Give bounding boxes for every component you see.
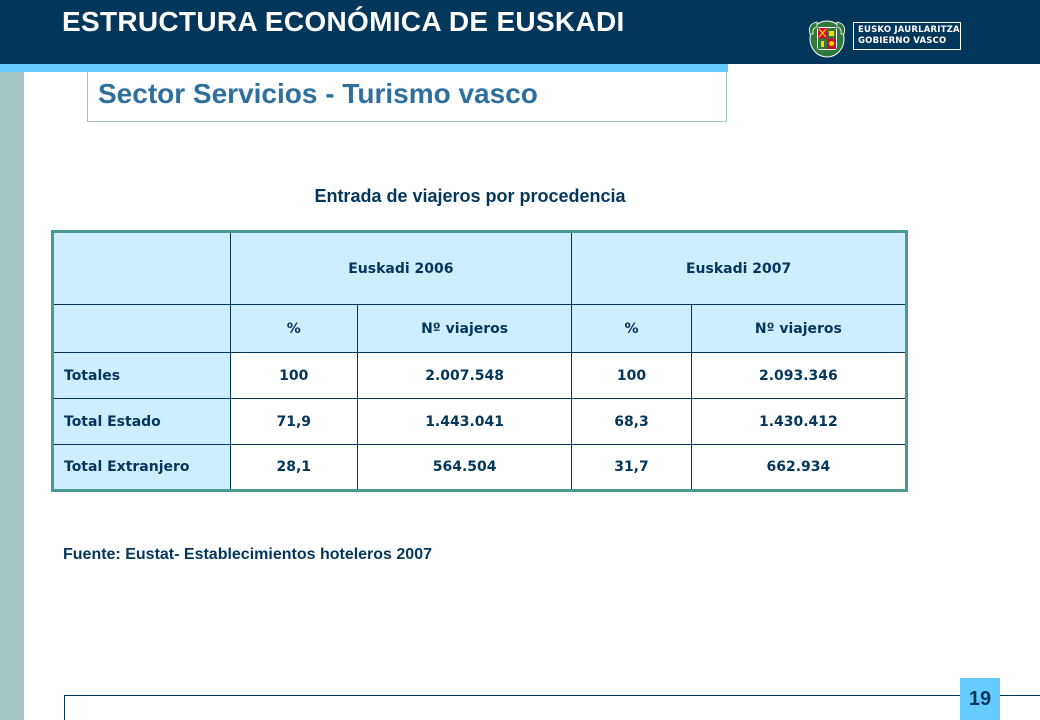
- gobierno-vasco-logo: [803, 18, 961, 56]
- table-header-row-sub: [53, 305, 907, 353]
- table-cell: 1.430.412: [691, 399, 906, 445]
- table-cell: 662.934: [691, 445, 906, 491]
- slide-title: ESTRUCTURA ECONÓMICA DE EUSKADI: [62, 6, 625, 37]
- footer-line: [64, 695, 1040, 696]
- table-cell: 2.007.548: [357, 353, 571, 399]
- slide-subtitle: Sector Servicios - Turismo vasco: [98, 78, 538, 109]
- table-row: [53, 399, 907, 445]
- table-header-2006: Euskadi 2006: [230, 232, 572, 305]
- table-header-2007: Euskadi 2007: [572, 232, 907, 305]
- row-label: Totales: [53, 353, 231, 399]
- table-subheader-pct-2006: %: [230, 305, 357, 353]
- logo-text-line2: GOBIERNO VASCO: [858, 36, 947, 46]
- table-cell: 68,3: [572, 399, 692, 445]
- side-bar: [0, 0, 24, 720]
- table-header-corner: [53, 232, 231, 305]
- table-cell: 28,1: [230, 445, 357, 491]
- table-cell: 2.093.346: [691, 353, 906, 399]
- source-note: Fuente: Eustat- Establecimientos hoteleros 2007: [63, 546, 432, 563]
- coat-of-arms-icon: [803, 18, 851, 58]
- logo-text-box: [853, 22, 961, 50]
- table-header-row-years: [53, 232, 907, 305]
- table-subheader-count-2006: Nº viajeros: [357, 305, 571, 353]
- table-subheader-pct-2007: %: [572, 305, 692, 353]
- table-subheader-corner: [53, 305, 231, 353]
- row-label: Total Estado: [53, 399, 231, 445]
- row-label: Total Extranjero: [53, 445, 231, 491]
- table-cell: 100: [230, 353, 357, 399]
- footer-tick: [64, 695, 65, 720]
- travellers-table: [51, 230, 908, 492]
- subtitle-box: [87, 72, 727, 122]
- table-subheader-count-2007: Nº viajeros: [691, 305, 906, 353]
- table-row: [53, 353, 907, 399]
- table-row: [53, 445, 907, 491]
- header-accent-line: [0, 64, 728, 72]
- page-number: 19: [960, 678, 1000, 720]
- table-cell: 100: [572, 353, 692, 399]
- table-cell: 31,7: [572, 445, 692, 491]
- table-title: Entrada de viajeros por procedencia: [314, 186, 626, 206]
- logo-text-line1: EUSKO JAURLARITZA: [858, 25, 960, 35]
- table-cell: 1.443.041: [357, 399, 571, 445]
- table-cell: 564.504: [357, 445, 571, 491]
- table-cell: 71,9: [230, 399, 357, 445]
